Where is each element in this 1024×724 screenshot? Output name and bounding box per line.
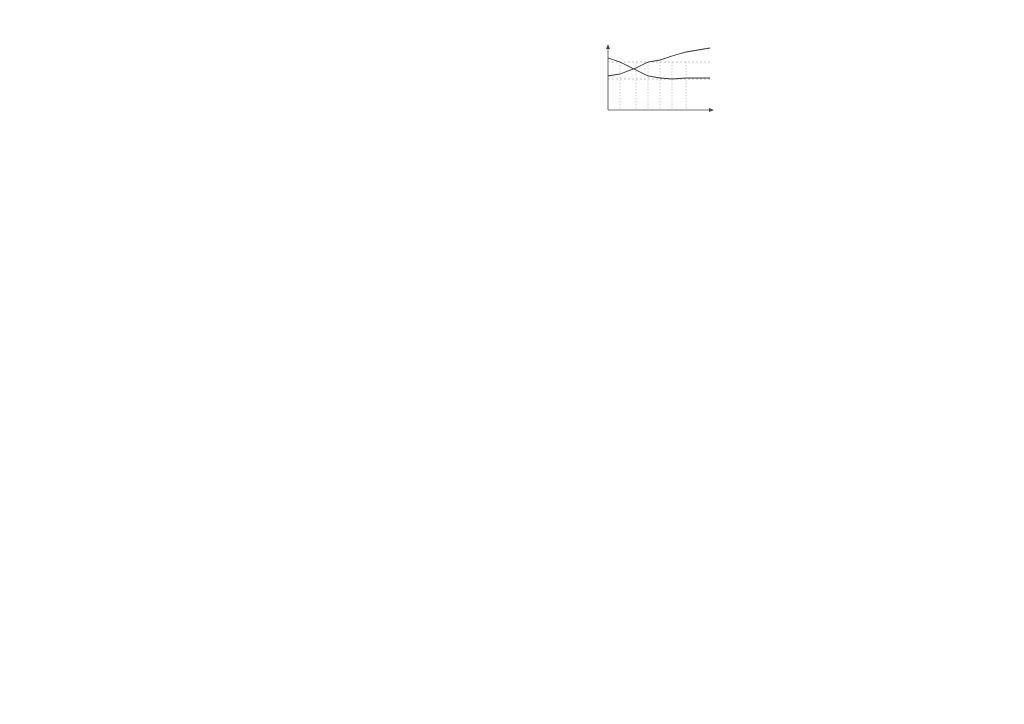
series-grass-a: [608, 58, 710, 79]
lambda-line-chart: [590, 42, 800, 118]
series-shrub-b: [608, 48, 710, 76]
